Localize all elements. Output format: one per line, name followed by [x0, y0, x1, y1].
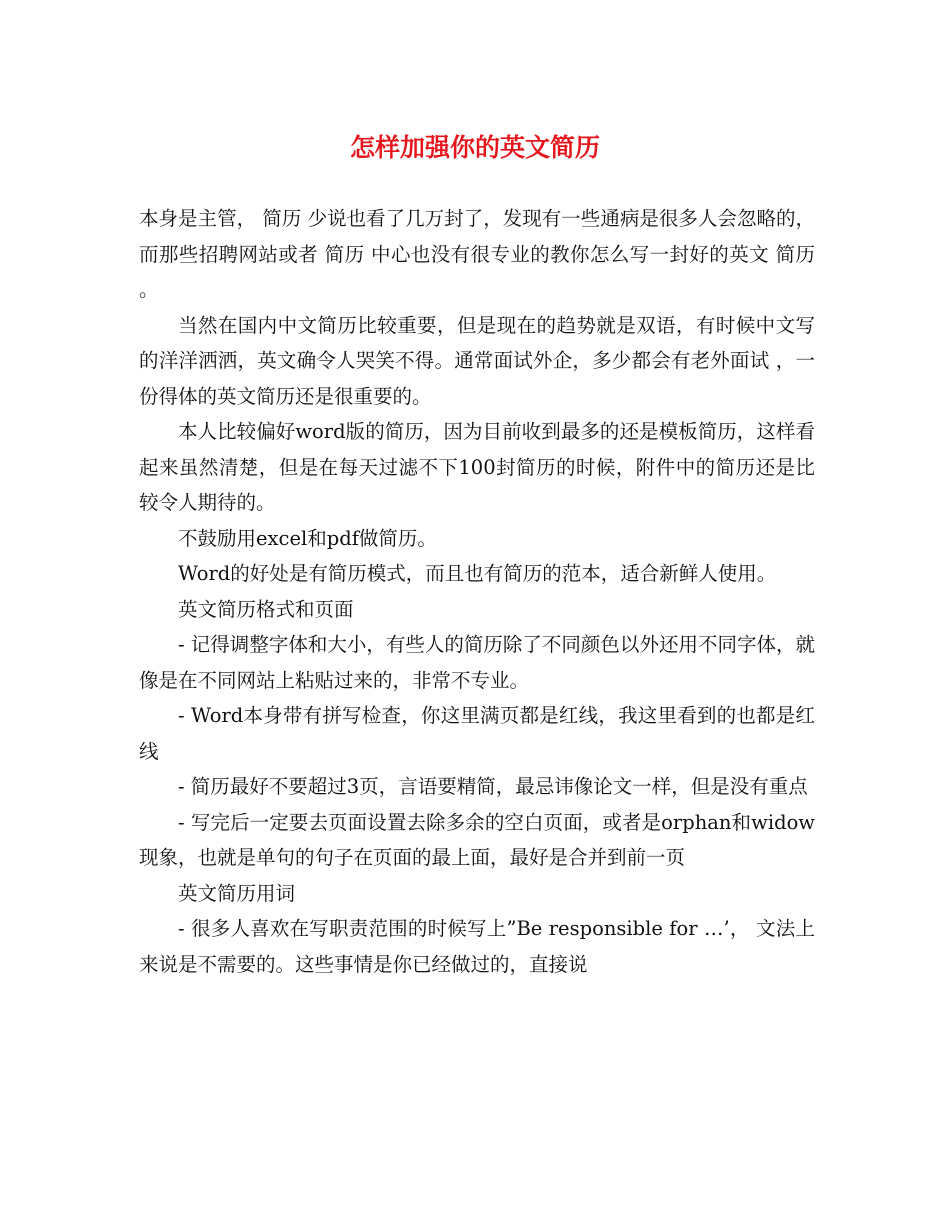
list-item-spellcheck: - Word本身带有拼写检查，你这里满页都是红线，我这里看到的也都是红线	[139, 704, 815, 763]
document-body	[139, 201, 815, 982]
list-item-responsible-for: - 很多人喜欢在写职责范围的时候写上”Be responsible for …’， 文法上来说是不需要的。这些事情是你已经做过的，直接说	[139, 917, 815, 976]
paragraph-word-benefits: Word的好处是有简历模式，而且也有简历的范本，适合新鲜人使用。	[178, 562, 777, 585]
list-item-length: - 简历最好不要超过3页，言语要精简，最忌讳像论文一样，但是没有重点	[178, 775, 808, 798]
paragraph-word-preference: 本人比较偏好word版的简历，因为目前收到最多的还是模板简历，这样看起来虽然清楚，但是在每天过滤不下100封简历的时候，附件中的简历还是比较令人期待的。	[139, 420, 815, 514]
document-title: 怎样加强你的英文简历	[349, 133, 600, 162]
section-heading-wording: 英文简历用词	[178, 881, 296, 905]
paragraph-bilingual: 当然在国内中文简历比较重要，但是现在的趋势就是双语，有时候中文写的洋洋洒洒，英文确令人哭笑不得。通常面试外企，多少都会有老外面试 ，一份得体的英文简历还是很重要的。	[139, 313, 815, 408]
paragraph-no-excel-pdf: 不鼓励用excel和pdf做简历。	[178, 526, 437, 550]
paragraph-intro: 本身是主管， 简历 少说也看了几万封了，发现有一些通病是很多人会忽略的，而那些招聘网站或者 简历 中心也没有很专业的教你怎么写一封好的英文 简历 。	[139, 207, 815, 301]
list-item-blank-pages: - 写完后一定要去页面设置去除多余的空白页面，或者是orphan和widow现象，也就是单句的句子在页面的最上面，最好是合并到前一页	[139, 810, 815, 869]
list-item-font: - 记得调整字体和大小，有些人的简历除了不同颜色以外还用不同字体，就像是在不同网站上粘贴过来的，非常不专业。	[139, 633, 815, 692]
section-heading-format: 英文简历格式和页面	[178, 597, 354, 621]
